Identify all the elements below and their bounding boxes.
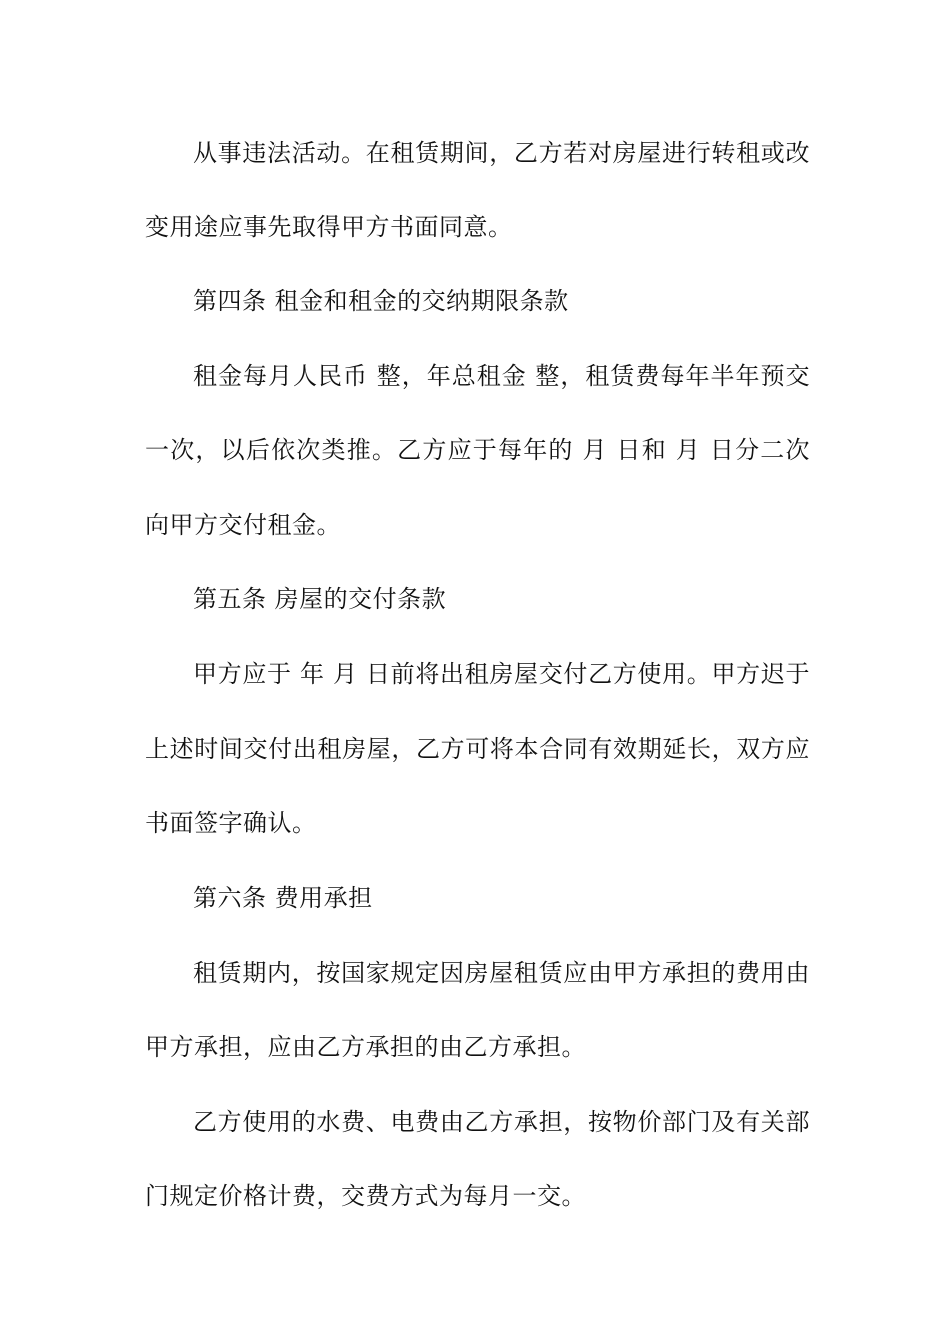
article-heading: 第五条 房屋的交付条款 [193, 585, 447, 613]
text-line: 书面签字确认。 [145, 809, 317, 837]
article-heading: 第六条 费用承担 [193, 884, 373, 912]
text-line: 变用途应事先取得甲方书面同意。 [145, 213, 513, 241]
text-line: 甲方承担，应由乙方承担的由乙方承担。 [145, 1033, 586, 1061]
article-heading: 第四条 租金和租金的交纳期限条款 [193, 287, 569, 315]
text-line: 租赁期内，按国家规定因房屋租赁应由甲方承担的费用由 [193, 959, 810, 987]
text-line: 一次，以后依次类推。乙方应于每年的 月 日和 月 日分二次 [145, 436, 810, 464]
text-line: 租金每月人民币 整，年总租金 整，租赁费每年半年预交 [193, 362, 810, 390]
text-line: 甲方应于 年 月 日前将出租房屋交付乙方使用。甲方迟于 [193, 660, 810, 688]
text-line: 门规定价格计费，交费方式为每月一交。 [145, 1182, 586, 1210]
text-line: 乙方使用的水费、电费由乙方承担，按物价部门及有关部 [193, 1108, 810, 1136]
text-line: 上述时间交付出租房屋，乙方可将本合同有效期延长，双方应 [145, 735, 810, 763]
text-line: 向甲方交付租金。 [145, 511, 341, 539]
text-line: 从事违法活动。在租赁期间，乙方若对房屋进行转租或改 [193, 139, 810, 167]
